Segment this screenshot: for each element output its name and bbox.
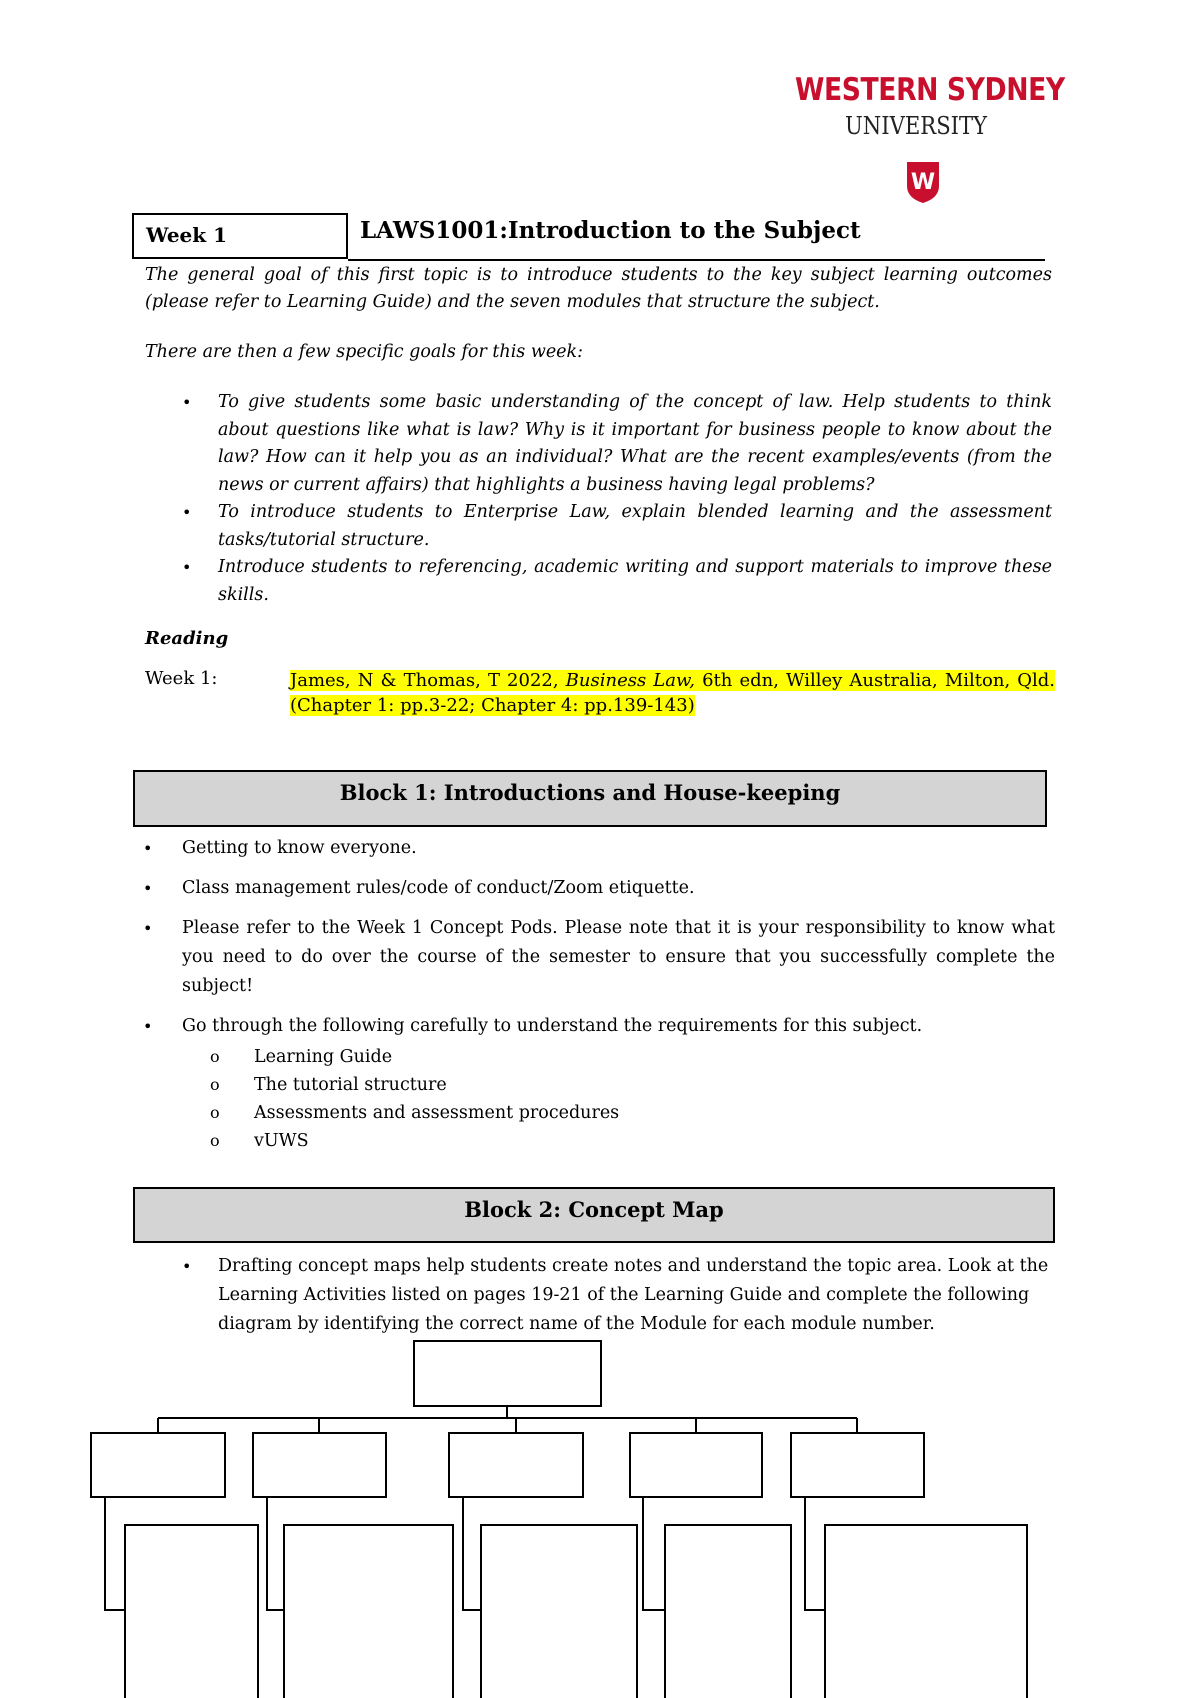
sublist-item-text: The tutorial structure bbox=[254, 1075, 447, 1095]
reference-pre: James, N & Thomas, T 2022, bbox=[290, 670, 566, 691]
sublist-item-text: Learning Guide bbox=[254, 1047, 393, 1067]
reading-reference bbox=[290, 668, 1055, 718]
concept-map-detail-box-5[interactable] bbox=[825, 1525, 1027, 1698]
concept-map-detail-box-2[interactable] bbox=[284, 1525, 453, 1698]
list-item bbox=[180, 554, 1052, 609]
concept-map-detail-box-3[interactable] bbox=[481, 1525, 637, 1698]
crest-letter: W bbox=[910, 170, 936, 195]
intro-specific: There are then a few specific goals for this week: bbox=[145, 342, 584, 362]
bullet-icon: • bbox=[182, 393, 192, 412]
list-item bbox=[180, 389, 1052, 499]
concept-map-module-box-2[interactable] bbox=[253, 1433, 386, 1497]
bullet-icon: • bbox=[143, 879, 153, 898]
bullet-icon: • bbox=[143, 1017, 153, 1036]
goal-text: Introduce students to referencing, academic writing and support materials to improve these skills. bbox=[218, 557, 1052, 605]
list-item bbox=[180, 1252, 1060, 1339]
open-bullet-icon: o bbox=[210, 1103, 220, 1122]
bullet-icon: • bbox=[143, 839, 153, 858]
concept-map-module-box-4[interactable] bbox=[630, 1433, 762, 1497]
concept-map-detail-box-1[interactable] bbox=[125, 1525, 258, 1698]
concept-map-connectors bbox=[105, 1406, 857, 1610]
list-item bbox=[135, 914, 1055, 1001]
concept-map-module-box-1[interactable] bbox=[91, 1433, 225, 1497]
block1-item-text: Getting to know everyone. bbox=[182, 838, 417, 858]
block2-item-text: Drafting concept maps help students create notes and understand the topic area. Look at the Learning Activities listed on pages 19-21 of the Learning Guide and complete the following diagram by identifying the correct name of the Module for each module number. bbox=[218, 1256, 1049, 1334]
block1-item-text: Please refer to the Week 1 Concept Pods. Please note that it is your responsibility to know what you need to do over the course of the semester to ensure that you successfully complete the subject! bbox=[182, 918, 1055, 996]
bullet-icon: • bbox=[143, 919, 153, 938]
sublist-item bbox=[210, 1127, 1055, 1155]
week-label: Week 1 bbox=[132, 213, 348, 259]
block1-list bbox=[135, 834, 1055, 1166]
reading-heading: Reading bbox=[145, 628, 229, 649]
bullet-icon: • bbox=[182, 558, 192, 577]
goal-text: To give students some basic understanding of the concept of law. Help students to think about questions like what is law? Why is it important for business people to know about the law? How can it help you as an individual? What are the recent examples/events (from the news or current affairs) that highlights a business having legal problems? bbox=[218, 392, 1052, 495]
sublist-item bbox=[210, 1071, 1055, 1099]
reference-book-title: Business Law, bbox=[565, 670, 695, 691]
logo-subtitle: UNIVERSITY bbox=[845, 112, 988, 140]
block1-item-text: Go through the following carefully to understand the requirements for this subject. bbox=[182, 1016, 923, 1036]
intro-goal: The general goal of this first topic is to introduce students to the key subject learning outcomes (please refer to Learning Guide) and the seven modules that structure the subject. bbox=[145, 265, 1052, 312]
block2-list bbox=[180, 1252, 1060, 1339]
goal-list bbox=[180, 389, 1052, 609]
list-item bbox=[135, 874, 1055, 903]
block1-item-text: Class management rules/code of conduct/Zoom etiquette. bbox=[182, 878, 695, 898]
sublist-item bbox=[210, 1043, 1055, 1071]
sublist-item-text: vUWS bbox=[254, 1131, 309, 1151]
logo-title: WESTERN SYDNEY bbox=[795, 72, 1065, 108]
block1-header: Block 1: Introductions and House-keeping bbox=[133, 770, 1047, 827]
concept-map-detail-box-4[interactable] bbox=[665, 1525, 791, 1698]
requirements-sublist bbox=[182, 1043, 1055, 1155]
page-title: LAWS1001:Introduction to the Subject bbox=[360, 217, 861, 244]
block2-header: Block 2: Concept Map bbox=[133, 1187, 1055, 1243]
bullet-icon: • bbox=[182, 1257, 192, 1276]
bullet-icon: • bbox=[182, 503, 192, 522]
university-crest-icon bbox=[905, 160, 941, 204]
reading-week-label: Week 1: bbox=[145, 668, 218, 689]
reference-post: 6th edn, Willey Australia, Milton, Qld. (Chapter 1: pp.3-22; Chapter 4: pp.139-143) bbox=[290, 670, 1056, 716]
concept-map-module-box-5[interactable] bbox=[791, 1433, 924, 1497]
title-rule bbox=[348, 259, 1045, 261]
open-bullet-icon: o bbox=[210, 1075, 220, 1094]
concept-map-module-box-3[interactable] bbox=[449, 1433, 583, 1497]
goal-text: To introduce students to Enterprise Law, explain blended learning and the assessment tasks/tutorial structure. bbox=[218, 502, 1052, 550]
list-item bbox=[135, 1012, 1055, 1155]
open-bullet-icon: o bbox=[210, 1131, 220, 1150]
open-bullet-icon: o bbox=[210, 1047, 220, 1066]
sublist-item-text: Assessments and assessment procedures bbox=[254, 1103, 620, 1123]
sublist-item bbox=[210, 1099, 1055, 1127]
list-item bbox=[180, 499, 1052, 554]
list-item bbox=[135, 834, 1055, 863]
concept-map-root-box[interactable] bbox=[414, 1341, 601, 1406]
